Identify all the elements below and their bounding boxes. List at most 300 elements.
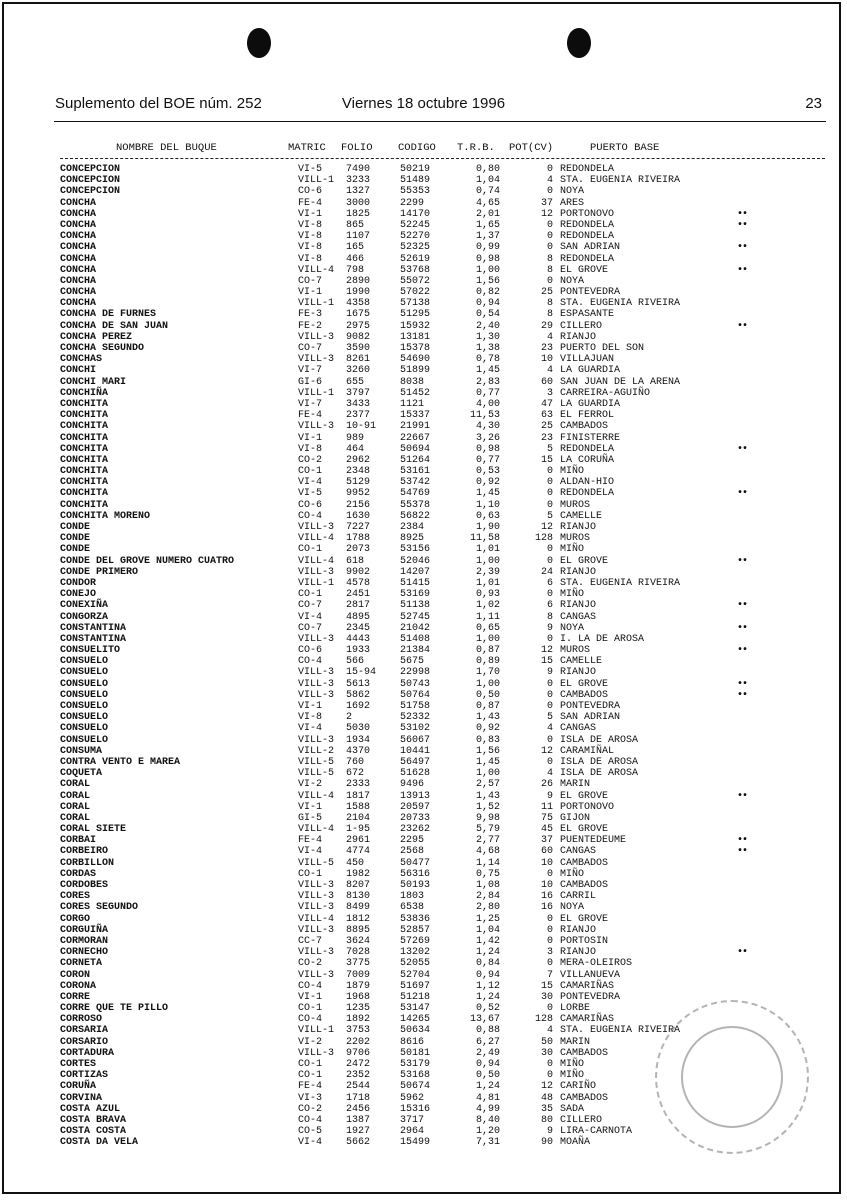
table-row — [0, 970, 847, 981]
page-number: 23 — [805, 95, 822, 112]
folio: 1718 — [346, 1092, 371, 1104]
trb: 1,14 — [475, 857, 500, 869]
vessel-name: CONSUELO — [60, 712, 109, 724]
puerto-base: EL FERROL — [560, 410, 615, 422]
table-row — [0, 914, 847, 925]
folio: 1817 — [346, 790, 371, 802]
table-row — [0, 287, 847, 298]
folio: 15-94 — [346, 667, 377, 679]
folio: 9902 — [346, 566, 371, 578]
vessel-name: CORVINA — [60, 1092, 103, 1104]
trb: 0,92 — [475, 723, 500, 735]
folio: 865 — [346, 219, 365, 231]
puerto-base: CARRIL — [560, 891, 597, 903]
vessel-name: CONCHI — [60, 365, 97, 377]
vessel-name: CORROSO — [60, 1014, 103, 1026]
vessel-name: CORNETA — [60, 958, 103, 970]
vessel-name: CONEXIÑA — [60, 600, 109, 612]
vessel-name: CONCEPCION — [60, 175, 121, 187]
puerto-base: VILLANUEVA — [560, 969, 621, 981]
registry-mark: •• — [737, 219, 748, 231]
registry-mark: •• — [737, 790, 748, 802]
trb: 1,24 — [475, 1081, 500, 1093]
codigo: 53768 — [400, 264, 431, 276]
table-row — [0, 813, 847, 824]
puerto-base: REDONDELA — [560, 164, 615, 175]
trb: 1,42 — [475, 935, 500, 947]
folio: 1107 — [346, 231, 371, 243]
matric: CC-7 — [298, 935, 323, 947]
vessel-name: CONCHITA — [60, 466, 109, 478]
puerto-base: CAMBADOS — [560, 1047, 609, 1059]
pot: 75 — [540, 812, 553, 824]
trb: 1,00 — [475, 555, 500, 567]
matric: CO-4 — [298, 656, 323, 668]
codigo: 15337 — [400, 410, 431, 422]
folio: 2451 — [346, 589, 371, 601]
registry-mark: •• — [737, 835, 748, 847]
folio: 7227 — [346, 522, 371, 533]
matric: VILL-1 — [298, 1025, 335, 1037]
pot: 16 — [540, 891, 553, 903]
table-row — [0, 332, 847, 343]
puerto-base: PONTEVEDRA — [560, 701, 621, 712]
vessel-name: CORGO — [60, 913, 91, 925]
trb: 1,37 — [475, 231, 500, 243]
folio: 1825 — [346, 208, 371, 220]
trb: 2,83 — [475, 376, 500, 388]
table-row — [0, 309, 847, 320]
puerto-base: NOYA — [560, 622, 585, 634]
codigo: 53836 — [400, 913, 431, 925]
codigo: 53168 — [400, 1070, 431, 1082]
matric: VI-8 — [298, 242, 323, 254]
trb: 4,00 — [475, 398, 500, 410]
puerto-base: RIANJO — [560, 667, 597, 679]
matric: VILL-3 — [298, 947, 335, 959]
trb: 1,30 — [475, 331, 500, 343]
codigo: 52325 — [400, 242, 431, 254]
puerto-base: NOYA — [560, 275, 585, 287]
matric: VILL-4 — [298, 555, 335, 567]
trb: 0,87 — [475, 701, 500, 712]
matric: VILL-3 — [298, 421, 335, 433]
puerto-base: CAMBADOS — [560, 880, 609, 891]
puerto-base: MIÑO — [560, 1059, 585, 1070]
table-row — [0, 612, 847, 623]
vessel-name: CONCHA — [60, 275, 97, 287]
table-row — [0, 466, 847, 477]
matric: VI-5 — [298, 488, 323, 500]
trb: 4,30 — [475, 421, 500, 433]
folio: 10-91 — [346, 421, 377, 433]
folio: 3624 — [346, 935, 371, 947]
matric: FE-4 — [298, 1081, 323, 1093]
pot: 0 — [546, 555, 553, 567]
folio: 1933 — [346, 645, 371, 657]
vessel-name: CONDE — [60, 533, 91, 545]
table-row — [0, 667, 847, 678]
folio: 2472 — [346, 1059, 371, 1070]
matric: GI-6 — [298, 376, 323, 388]
puerto-base: MIÑO — [560, 544, 585, 556]
puerto-base: LA GUARDIA — [560, 398, 621, 410]
pot: 8 — [546, 253, 553, 265]
folio: 4370 — [346, 745, 371, 757]
vessel-name: CONCHITA — [60, 499, 109, 511]
codigo: 52055 — [400, 958, 431, 970]
codigo: 10441 — [400, 745, 431, 757]
table-row — [0, 902, 847, 913]
vessel-name: CONDE — [60, 544, 91, 556]
puerto-base: CARIÑO — [560, 1081, 597, 1093]
matric: CO-7 — [298, 275, 323, 287]
vessel-name: CORUÑA — [60, 1081, 97, 1093]
puerto-base: EL GROVE — [560, 678, 609, 690]
vessel-name: COQUETA — [60, 768, 103, 780]
matric: VILL-4 — [298, 790, 335, 802]
trb: 13,67 — [469, 1014, 500, 1026]
vessel-name: CORTADURA — [60, 1047, 115, 1059]
folio: 1235 — [346, 1003, 371, 1015]
matric: VI-4 — [298, 846, 323, 858]
matric: FE-4 — [298, 410, 323, 422]
matric: VI-8 — [298, 712, 323, 724]
trb: 0,50 — [475, 1070, 500, 1082]
vessel-name: CORDOBES — [60, 880, 109, 891]
folio: 4774 — [346, 846, 371, 858]
table-row — [0, 455, 847, 466]
pot: 12 — [540, 645, 553, 657]
registry-mark: •• — [737, 645, 748, 657]
table-row — [0, 220, 847, 231]
puerto-base: CANGAS — [560, 723, 597, 735]
table-row — [0, 947, 847, 958]
vessel-name: CONCHIÑA — [60, 387, 109, 399]
registry-mark: •• — [737, 622, 748, 634]
pot: 8 — [546, 264, 553, 276]
trb: 1,12 — [475, 980, 500, 992]
trb: 4,65 — [475, 197, 500, 209]
vessel-name: CONCHA DE FURNES — [60, 309, 157, 321]
folio: 3753 — [346, 1025, 371, 1037]
registry-mark: •• — [737, 947, 748, 959]
codigo: 57269 — [400, 935, 431, 947]
vessel-name: CORSARIO — [60, 1036, 109, 1048]
matric: VILL-3 — [298, 1047, 335, 1059]
matric: VILL-3 — [298, 902, 335, 914]
codigo: 1803 — [400, 891, 425, 903]
matric: VILL-3 — [298, 633, 335, 645]
puerto-base: NOYA — [560, 186, 585, 198]
pot: 0 — [546, 633, 553, 645]
matric: VILL-3 — [298, 331, 335, 343]
matric: VILL-3 — [298, 522, 335, 533]
table-row — [0, 858, 847, 869]
pot: 60 — [540, 846, 553, 858]
folio: 2975 — [346, 320, 371, 332]
pot: 11 — [540, 801, 553, 813]
pot: 5 — [546, 443, 553, 455]
matric: CO-1 — [298, 544, 323, 556]
table-row — [0, 354, 847, 365]
trb: 4,99 — [475, 1103, 500, 1115]
puerto-base: ESPASANTE — [560, 309, 615, 321]
pot: 5 — [546, 712, 553, 724]
official-stamp — [655, 1000, 809, 1154]
puerto-base: CAMARIÑAS — [560, 1014, 615, 1026]
codigo: 52745 — [400, 611, 431, 623]
table-row — [0, 231, 847, 242]
table-row — [0, 634, 847, 645]
codigo: 14170 — [400, 208, 431, 220]
table-row — [0, 690, 847, 701]
matric: VI-2 — [298, 1036, 323, 1048]
puerto-base: PUENTEDEUME — [560, 835, 627, 847]
matric: VILL-4 — [298, 824, 335, 836]
pot: 23 — [540, 432, 553, 444]
codigo: 57022 — [400, 287, 431, 299]
pot: 6 — [546, 600, 553, 612]
pot: 15 — [540, 454, 553, 466]
codigo: 56822 — [400, 510, 431, 522]
codigo: 50181 — [400, 1047, 431, 1059]
codigo: 50674 — [400, 1081, 431, 1093]
puerto-base: STA. EUGENIA RIVEIRA — [560, 175, 681, 187]
trb: 2,77 — [475, 835, 500, 847]
codigo: 53161 — [400, 466, 431, 478]
pot: 3 — [546, 947, 553, 959]
vessel-name: CORAL — [60, 801, 91, 813]
table-row — [0, 645, 847, 656]
codigo: 20597 — [400, 801, 431, 813]
folio: 2544 — [346, 1081, 371, 1093]
vessel-name: CONTRA VENTO E MAREA — [60, 756, 181, 768]
vessel-name: CONEJO — [60, 589, 97, 601]
vessel-name: CORAL — [60, 812, 91, 824]
puerto-base: CAMBADOS — [560, 421, 609, 433]
vessel-name: CORON — [60, 969, 91, 981]
puerto-base: REDONDELA — [560, 443, 615, 455]
puerto-base: LA CORUÑA — [560, 454, 615, 466]
pot: 0 — [546, 242, 553, 254]
table-row — [0, 186, 847, 197]
codigo: 50193 — [400, 880, 431, 891]
pot: 29 — [540, 320, 553, 332]
trb: 1,20 — [475, 1126, 500, 1138]
vessel-name: CORES SEGUNDO — [60, 902, 139, 914]
table-row — [0, 399, 847, 410]
folio: 7028 — [346, 947, 371, 959]
puerto-base: EL GROVE — [560, 264, 609, 276]
table-row — [0, 735, 847, 746]
trb: 0,80 — [475, 164, 500, 175]
trb: 2,84 — [475, 891, 500, 903]
table-row — [0, 477, 847, 488]
puerto-base: CILLERO — [560, 320, 603, 332]
trb: 0,50 — [475, 689, 500, 701]
pot: 0 — [546, 231, 553, 243]
pot: 45 — [540, 824, 553, 836]
matric: VI-8 — [298, 253, 323, 265]
folio: 9706 — [346, 1047, 371, 1059]
folio: 1927 — [346, 1126, 371, 1138]
vessel-name: CONSUELO — [60, 689, 109, 701]
pot: 8 — [546, 309, 553, 321]
codigo: 52332 — [400, 712, 431, 724]
folio: 2352 — [346, 1070, 371, 1082]
codigo: 53147 — [400, 1003, 431, 1015]
pot: 5 — [546, 510, 553, 522]
folio: 1812 — [346, 913, 371, 925]
vessel-name: CONCHITA — [60, 488, 109, 500]
pot: 9 — [546, 1126, 553, 1138]
table-row — [0, 779, 847, 790]
pot: 0 — [546, 913, 553, 925]
trb: 2,39 — [475, 566, 500, 578]
col-header-name: NOMBRE DEL BUQUE — [116, 142, 217, 154]
trb: 4,68 — [475, 846, 500, 858]
codigo: 51408 — [400, 633, 431, 645]
pot: 12 — [540, 745, 553, 757]
table-row — [0, 880, 847, 891]
folio: 4358 — [346, 298, 371, 310]
publication-date: Viernes 18 octubre 1996 — [341, 95, 506, 112]
codigo: 8038 — [400, 376, 425, 388]
pot: 0 — [546, 477, 553, 489]
trb: 2,80 — [475, 902, 500, 914]
trb: 1,45 — [475, 365, 500, 377]
table-row — [0, 164, 847, 175]
matric: VI-4 — [298, 477, 323, 489]
trb: 1,00 — [475, 264, 500, 276]
codigo: 21384 — [400, 645, 431, 657]
matric: FE-4 — [298, 835, 323, 847]
pot: 12 — [540, 208, 553, 220]
matric: VI-1 — [298, 701, 323, 712]
matric: VI-4 — [298, 611, 323, 623]
matric: VI-7 — [298, 365, 323, 377]
trb: 7,31 — [475, 1137, 500, 1149]
codigo: 13181 — [400, 331, 431, 343]
folio: 1675 — [346, 309, 371, 321]
puerto-base: MUROS — [560, 645, 591, 657]
publication-title: Suplemento del BOE núm. 252 — [55, 95, 262, 112]
matric: CO-4 — [298, 1014, 323, 1026]
matric: GI-5 — [298, 812, 323, 824]
folio: 1387 — [346, 1114, 371, 1126]
codigo: 5962 — [400, 1092, 425, 1104]
registry-mark: •• — [737, 443, 748, 455]
vessel-name: CORONA — [60, 980, 97, 992]
matric: VI-2 — [298, 779, 323, 791]
matric: CO-7 — [298, 343, 323, 354]
pot: 0 — [546, 186, 553, 198]
folio: 5613 — [346, 678, 371, 690]
matric: VI-8 — [298, 231, 323, 243]
puerto-base: RIANJO — [560, 600, 597, 612]
folio: 3590 — [346, 343, 371, 354]
pot: 24 — [540, 566, 553, 578]
codigo: 52857 — [400, 924, 431, 936]
codigo: 51489 — [400, 175, 431, 187]
registry-mark: •• — [737, 488, 748, 500]
vessel-name: CORBILLON — [60, 857, 115, 869]
puerto-base: RIANJO — [560, 566, 597, 578]
table-row — [0, 410, 847, 421]
codigo: 51264 — [400, 454, 431, 466]
table-row — [0, 802, 847, 813]
vessel-name: CONCHITA — [60, 432, 109, 444]
matric: CO-4 — [298, 510, 323, 522]
pot: 35 — [540, 1103, 553, 1115]
pot: 23 — [540, 343, 553, 354]
punch-hole — [567, 28, 591, 58]
trb: 0,82 — [475, 287, 500, 299]
folio: 1588 — [346, 801, 371, 813]
vessel-name: CONDE — [60, 522, 91, 533]
table-row — [0, 365, 847, 376]
puerto-base: ISLA DE AROSA — [560, 756, 639, 768]
folio: 1934 — [346, 734, 371, 746]
trb: 1,24 — [475, 947, 500, 959]
codigo: 2299 — [400, 197, 425, 209]
trb: 1,04 — [475, 175, 500, 187]
matric: CO-2 — [298, 454, 323, 466]
table-row — [0, 254, 847, 265]
puerto-base: PORTOSIN — [560, 935, 609, 947]
vessel-name: CONCHA DE SAN JUAN — [60, 320, 169, 332]
trb: 0,54 — [475, 309, 500, 321]
pot: 63 — [540, 410, 553, 422]
folio: 2377 — [346, 410, 371, 422]
puerto-base: REDONDELA — [560, 231, 615, 243]
table-row — [0, 533, 847, 544]
pot: 128 — [534, 1014, 553, 1026]
codigo: 55353 — [400, 186, 431, 198]
folio: 3797 — [346, 387, 371, 399]
table-row — [0, 511, 847, 522]
vessel-name: CORTIZAS — [60, 1070, 109, 1082]
matric: VILL-4 — [298, 533, 335, 545]
vessel-name: CORDAS — [60, 868, 97, 880]
matric: CO-1 — [298, 589, 323, 601]
vessel-name: CONDE PRIMERO — [60, 566, 139, 578]
pot: 0 — [546, 1003, 553, 1015]
trb: 0,98 — [475, 253, 500, 265]
vessel-name: CORAL — [60, 779, 91, 791]
registry-mark: •• — [737, 242, 748, 254]
matric: CO-6 — [298, 186, 323, 198]
table-row — [0, 891, 847, 902]
table-row — [0, 723, 847, 734]
pot: 8 — [546, 611, 553, 623]
pot: 0 — [546, 1059, 553, 1070]
folio: 1982 — [346, 868, 371, 880]
trb: 0,84 — [475, 958, 500, 970]
codigo: 55072 — [400, 275, 431, 287]
codigo: 50764 — [400, 689, 431, 701]
puerto-base: CILLERO — [560, 1114, 603, 1126]
codigo: 6538 — [400, 902, 425, 914]
archive-watermark — [438, 596, 533, 606]
trb: 1,01 — [475, 544, 500, 556]
trb: 0,92 — [475, 477, 500, 489]
codigo: 14207 — [400, 566, 431, 578]
vessel-name: CONSUELO — [60, 723, 109, 735]
pot: 50 — [540, 1036, 553, 1048]
vessel-name: COSTA AZUL — [60, 1103, 121, 1115]
